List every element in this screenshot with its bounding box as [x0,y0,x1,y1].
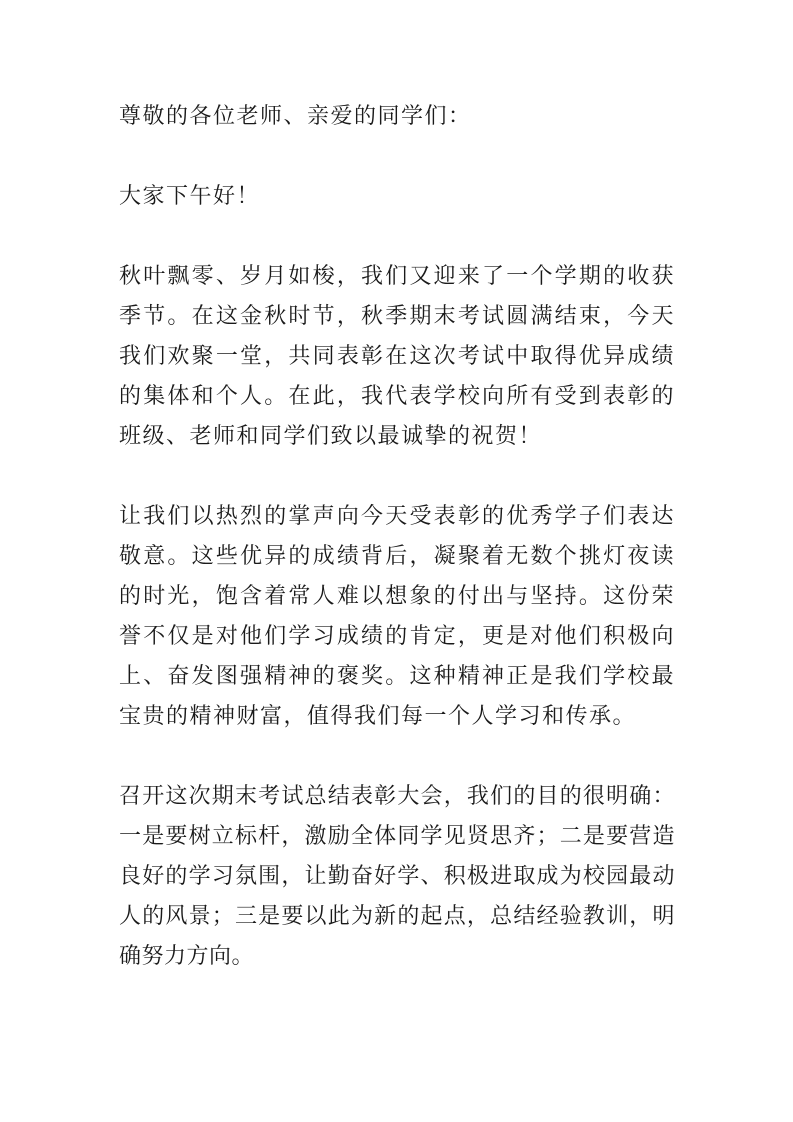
salutation: 尊敬的各位老师、亲爱的同学们： [119,104,472,129]
paragraph-opening: 秋叶飘零、岁月如梭，我们又迎来了一个学期的收获季节。在这金秋时节，秋季期末考试圆满结束，今天我们欢聚一堂，共同表彰在这次考试中取得优异成绩的集体和个人。在此，我代表学校向所有受到表彰的班级、老师和同学们致以最诚挚的祝贺！ [119,264,675,449]
document-page [119,97,675,1017]
paragraph-applause: 让我们以热烈的掌声向今天受表彰的优秀学子们表达敬意。这些优异的成绩背后，凝聚着无数个挑灯夜读的时光，饱含着常人难以想象的付出与坚持。这份荣誉不仅是对他们学习成绩的肯定，更是对他们积极向上、奋发图强精神的褒奖。这种精神正是我们学校最宝贵的精神财富，值得我们每一个人学习和传承。 [119,504,675,729]
paragraph-purpose: 召开这次期末考试总结表彰大会，我们的目的很明确：一是要树立标杆，激励全体同学见贤思齐；二是要营造良好的学习氛围，让勤奋好学、积极进取成为校园最动人的风景；三是要以此为新的起点，总结经验教训，明确努力方向。 [119,784,675,969]
greeting: 大家下午好！ [119,184,261,209]
